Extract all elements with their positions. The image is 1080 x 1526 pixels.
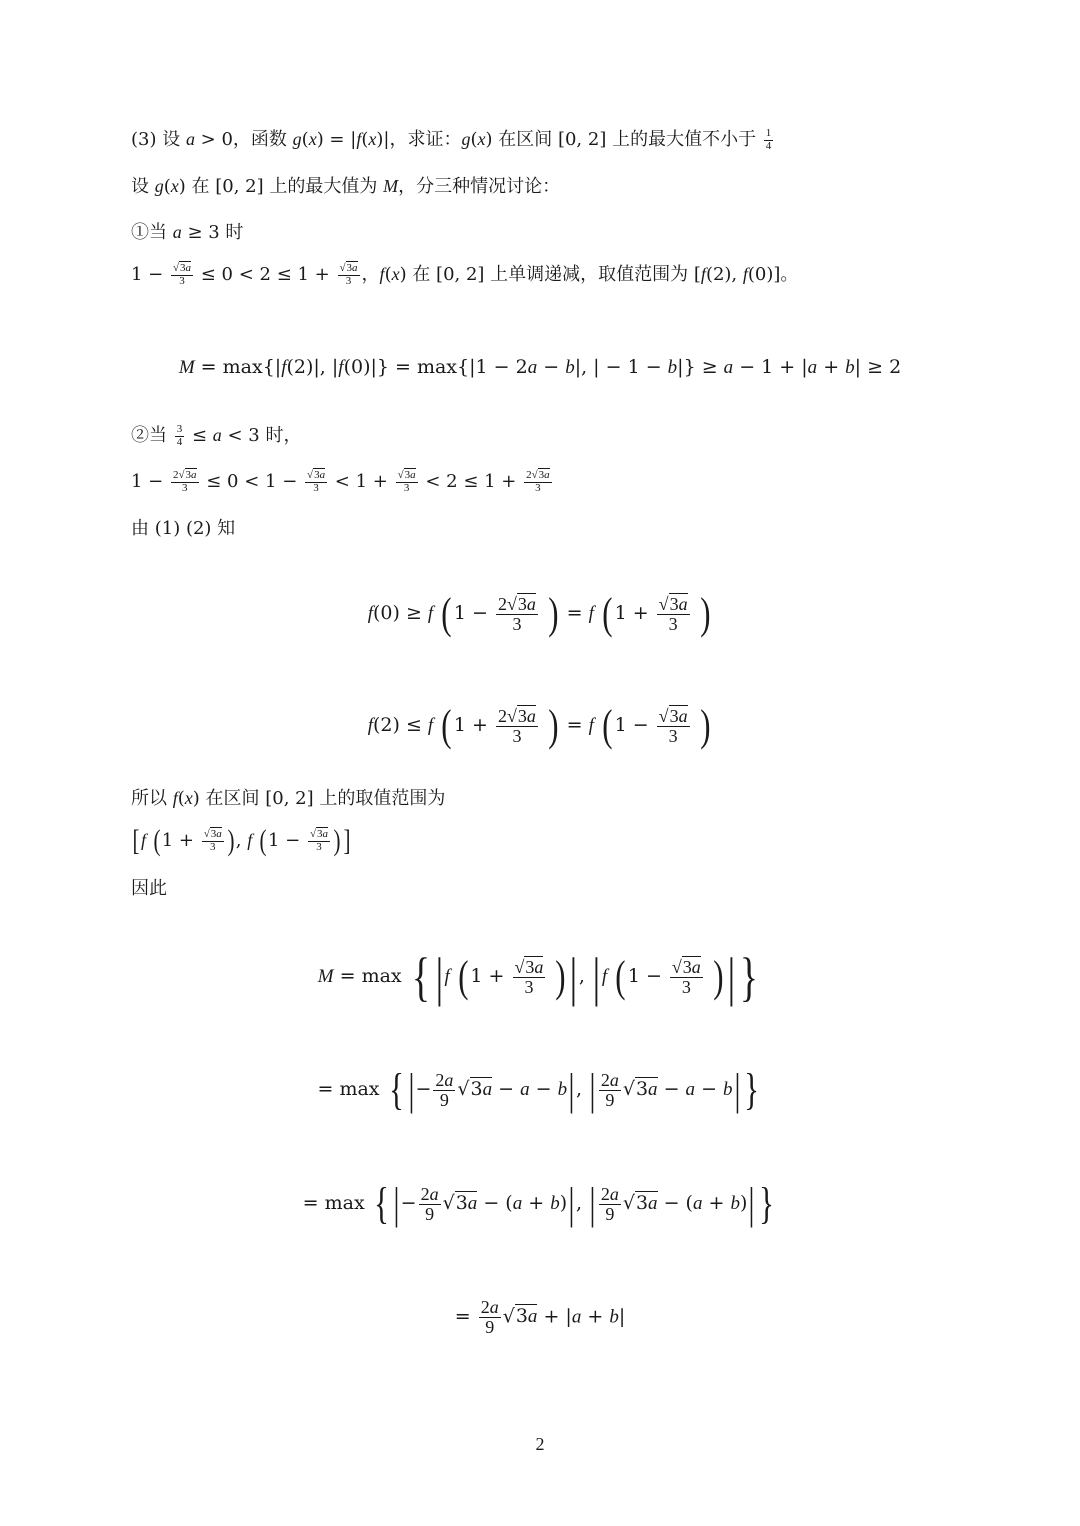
problem-statement: (3) 设 a > 0，函数 g(x) = |f(x)|，求证：g(x) 在区间 [0, 2] 上的最大值不小于 $\frac{1}{4}$ <box>131 127 772 152</box>
equation-f0: f(0) ≥ f ( 1 − $\frac{2√3a}{3}$ ) = f ( 1 + $\frac{√3a}{3}$ ) <box>367 589 711 638</box>
equation-M2: = max { |− $\frac{2a}{9}$ √3a − a − b|, | $\frac{2a}{9}$ √3a − a − b| } <box>317 1065 760 1114</box>
equation-M1: M = max { |f ( 1 + $\frac{√3a}{3}$ )|, |f ( 1 − $\frac{√3a}{3}$ )| } <box>317 947 759 1007</box>
range-text: 所以 f(x) 在区间 [0, 2] 上的取值范围为 <box>131 788 446 809</box>
equation-M4: = $\frac{2a}{9}$ √3a + |a + b| <box>454 1297 626 1337</box>
hence-line: 因此 <box>131 878 167 899</box>
case1-condition: 1 − $\frac{√3a}{3}$ ≤ 0 < 2 ≤ 1 + $\frac{√3a}{3}$ ，f(x) 在 [0, 2] 上单调递减，取值范围为 [f(2), f(0)]。 <box>131 262 799 287</box>
case1-heading: ①当 a ≥ 3 时 <box>131 222 244 243</box>
intro-line: 设 g(x) 在 [0, 2] 上的最大值为 M，分三种情况讨论： <box>131 176 561 197</box>
case1-equation: M = max{|f(2)|, |f(0)|} = max{|1 − 2a − b|, | − 1 − b|} ≥ a − 1 + |a + b| ≥ 2 <box>178 356 902 378</box>
known-line: 由 (1) (2) 知 <box>131 518 236 539</box>
case2-heading: ②当 $\frac{3}{4}$ ≤ a < 3 时， <box>131 423 302 448</box>
equation-M3: = max { |− $\frac{2a}{9}$ √3a − (a + b)|, | $\frac{2a}{9}$ √3a − (a + b)| } <box>302 1179 775 1228</box>
page-number: 2 <box>535 1434 545 1454</box>
range-expression: [f (1 + $\frac{√3a}{3}$ ), f (1 − $\frac{√3a}{3}$ ) ] <box>132 824 351 857</box>
equation-f2: f(2) ≤ f ( 1 + $\frac{2√3a}{3}$ ) = f ( 1 − $\frac{√3a}{3}$ ) <box>367 701 711 750</box>
case2-condition: 1 − $\frac{2√3a}{3}$ ≤ 0 < 1 − $\frac{√3a}{3}$ < 1 + $\frac{√3a}{3}$ < 2 ≤ 1 + $\frac{2√3a}{3}$ <box>131 469 550 494</box>
